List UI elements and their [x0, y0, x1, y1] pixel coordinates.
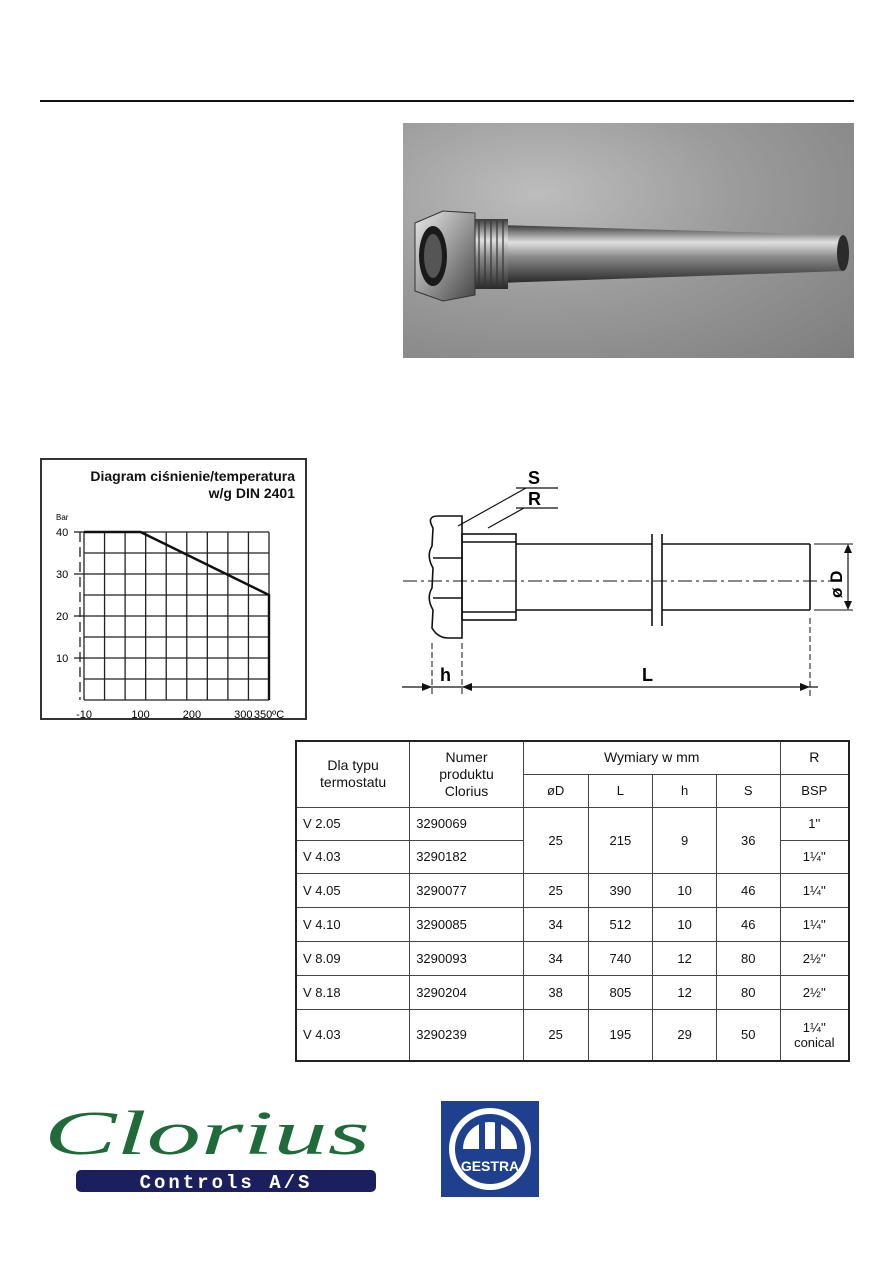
cell-product: 3290182 — [410, 840, 524, 873]
cell-product: 3290077 — [410, 873, 524, 907]
diagram-title-line1: Diagram ciśnienie/temperatura — [90, 468, 295, 484]
cell-r: 1¼'' — [780, 873, 849, 907]
label-diameter: ø D — [827, 570, 846, 598]
cell-type: V 4.05 — [296, 873, 410, 907]
cell-product: 3290085 — [410, 907, 524, 941]
cell-s: 80 — [716, 975, 780, 1009]
clorius-wordmark: Clorius — [44, 1100, 370, 1168]
header-h: h — [653, 774, 717, 807]
cell-type: V 8.18 — [296, 975, 410, 1009]
dimensions-table — [295, 740, 850, 1062]
cell-h: 12 — [653, 975, 717, 1009]
cell-product: 3290093 — [410, 941, 524, 975]
header-type-line2: termostatu — [320, 774, 387, 791]
cell-h: 29 — [653, 1009, 717, 1061]
cell-type: V 8.09 — [296, 941, 410, 975]
cell-l: 512 — [588, 907, 653, 941]
cell-r: 1¼'' — [780, 840, 849, 873]
cell-type: V 4.03 — [296, 840, 410, 873]
y-axis-unit: Bar — [56, 513, 69, 522]
cell-type: V 2.05 — [296, 807, 410, 840]
header-s: S — [716, 774, 780, 807]
header-product-line2: produktu — [439, 765, 494, 782]
x-tick-label: 200 — [182, 709, 202, 718]
header-product — [410, 741, 524, 807]
label-r: R — [528, 489, 541, 509]
cell-s: 46 — [716, 907, 780, 941]
cell-l: 390 — [588, 873, 653, 907]
table-row — [296, 807, 849, 840]
cell-type: V 4.03 — [296, 1009, 410, 1061]
header-type — [296, 741, 410, 807]
cell-product: 3290239 — [410, 1009, 524, 1061]
header-dimensions: Wymiary w mm — [523, 741, 780, 774]
header-r: R — [780, 741, 849, 774]
cell-d: 34 — [523, 907, 588, 941]
cell-h: 12 — [653, 941, 717, 975]
table-row — [296, 1009, 849, 1061]
cell-s: 46 — [716, 873, 780, 907]
gestra-logo — [441, 1101, 539, 1197]
y-tick-label: 40 — [56, 527, 69, 539]
cell-r-line1: 1¼'' — [802, 1019, 826, 1035]
header-d: øD — [523, 774, 588, 807]
cell-d: 25 — [523, 873, 588, 907]
label-h: h — [440, 665, 451, 685]
cell-d: 25 — [523, 807, 588, 873]
label-s: S — [528, 468, 541, 488]
cell-r — [780, 1009, 849, 1061]
table-row — [296, 873, 849, 907]
y-tick-label: 30 — [56, 569, 69, 581]
thermowell-photo — [403, 123, 854, 358]
cell-d: 38 — [523, 975, 588, 1009]
cell-h: 10 — [653, 873, 717, 907]
label-l: L — [642, 665, 653, 685]
x-tick-label: 300 — [234, 709, 253, 718]
top-rule — [40, 100, 854, 102]
cell-l: 195 — [588, 1009, 653, 1061]
clorius-logo — [40, 1098, 380, 1194]
cell-l: 740 — [588, 941, 653, 975]
cell-l: 215 — [588, 807, 653, 873]
gestra-wordmark: GESTRA — [460, 1158, 520, 1174]
cell-product: 3290069 — [410, 807, 524, 840]
y-tick-label: 10 — [56, 653, 69, 665]
cell-d: 25 — [523, 1009, 588, 1061]
cell-r-line2: conical — [794, 1034, 835, 1050]
header-type-line1: Dla typu — [327, 757, 379, 774]
cell-product: 3290204 — [410, 975, 524, 1009]
x-tick-label: 100 — [131, 709, 150, 718]
cell-s: 50 — [716, 1009, 780, 1061]
header-bsp: BSP — [780, 774, 849, 807]
x-tick-label: 350ºC — [253, 709, 285, 718]
pressure-temperature-diagram — [40, 458, 307, 720]
table-row — [296, 975, 849, 1009]
diagram-plot — [42, 460, 305, 718]
technical-drawing — [398, 458, 858, 708]
diagram-title-line2: w/g DIN 2401 — [208, 485, 295, 501]
cell-l: 805 — [588, 975, 653, 1009]
cell-h: 9 — [653, 807, 717, 873]
header-product-line3: Clorius — [444, 782, 489, 799]
cell-s: 36 — [716, 807, 780, 873]
header-l: L — [588, 774, 653, 807]
cell-s: 80 — [716, 941, 780, 975]
cell-r: 1¼'' — [780, 907, 849, 941]
table-row — [296, 941, 849, 975]
cell-h: 10 — [653, 907, 717, 941]
cell-r: 1'' — [780, 807, 849, 840]
cell-type: V 4.10 — [296, 907, 410, 941]
cell-r: 2½'' — [780, 975, 849, 1009]
header-product-line1: Numer — [445, 748, 488, 765]
table-row — [296, 907, 849, 941]
y-tick-label: 20 — [56, 611, 69, 623]
x-tick-label: -10 — [76, 709, 92, 718]
cell-d: 34 — [523, 941, 588, 975]
cell-r: 2½'' — [780, 941, 849, 975]
clorius-subtitle: Controls A/S — [139, 1172, 313, 1194]
